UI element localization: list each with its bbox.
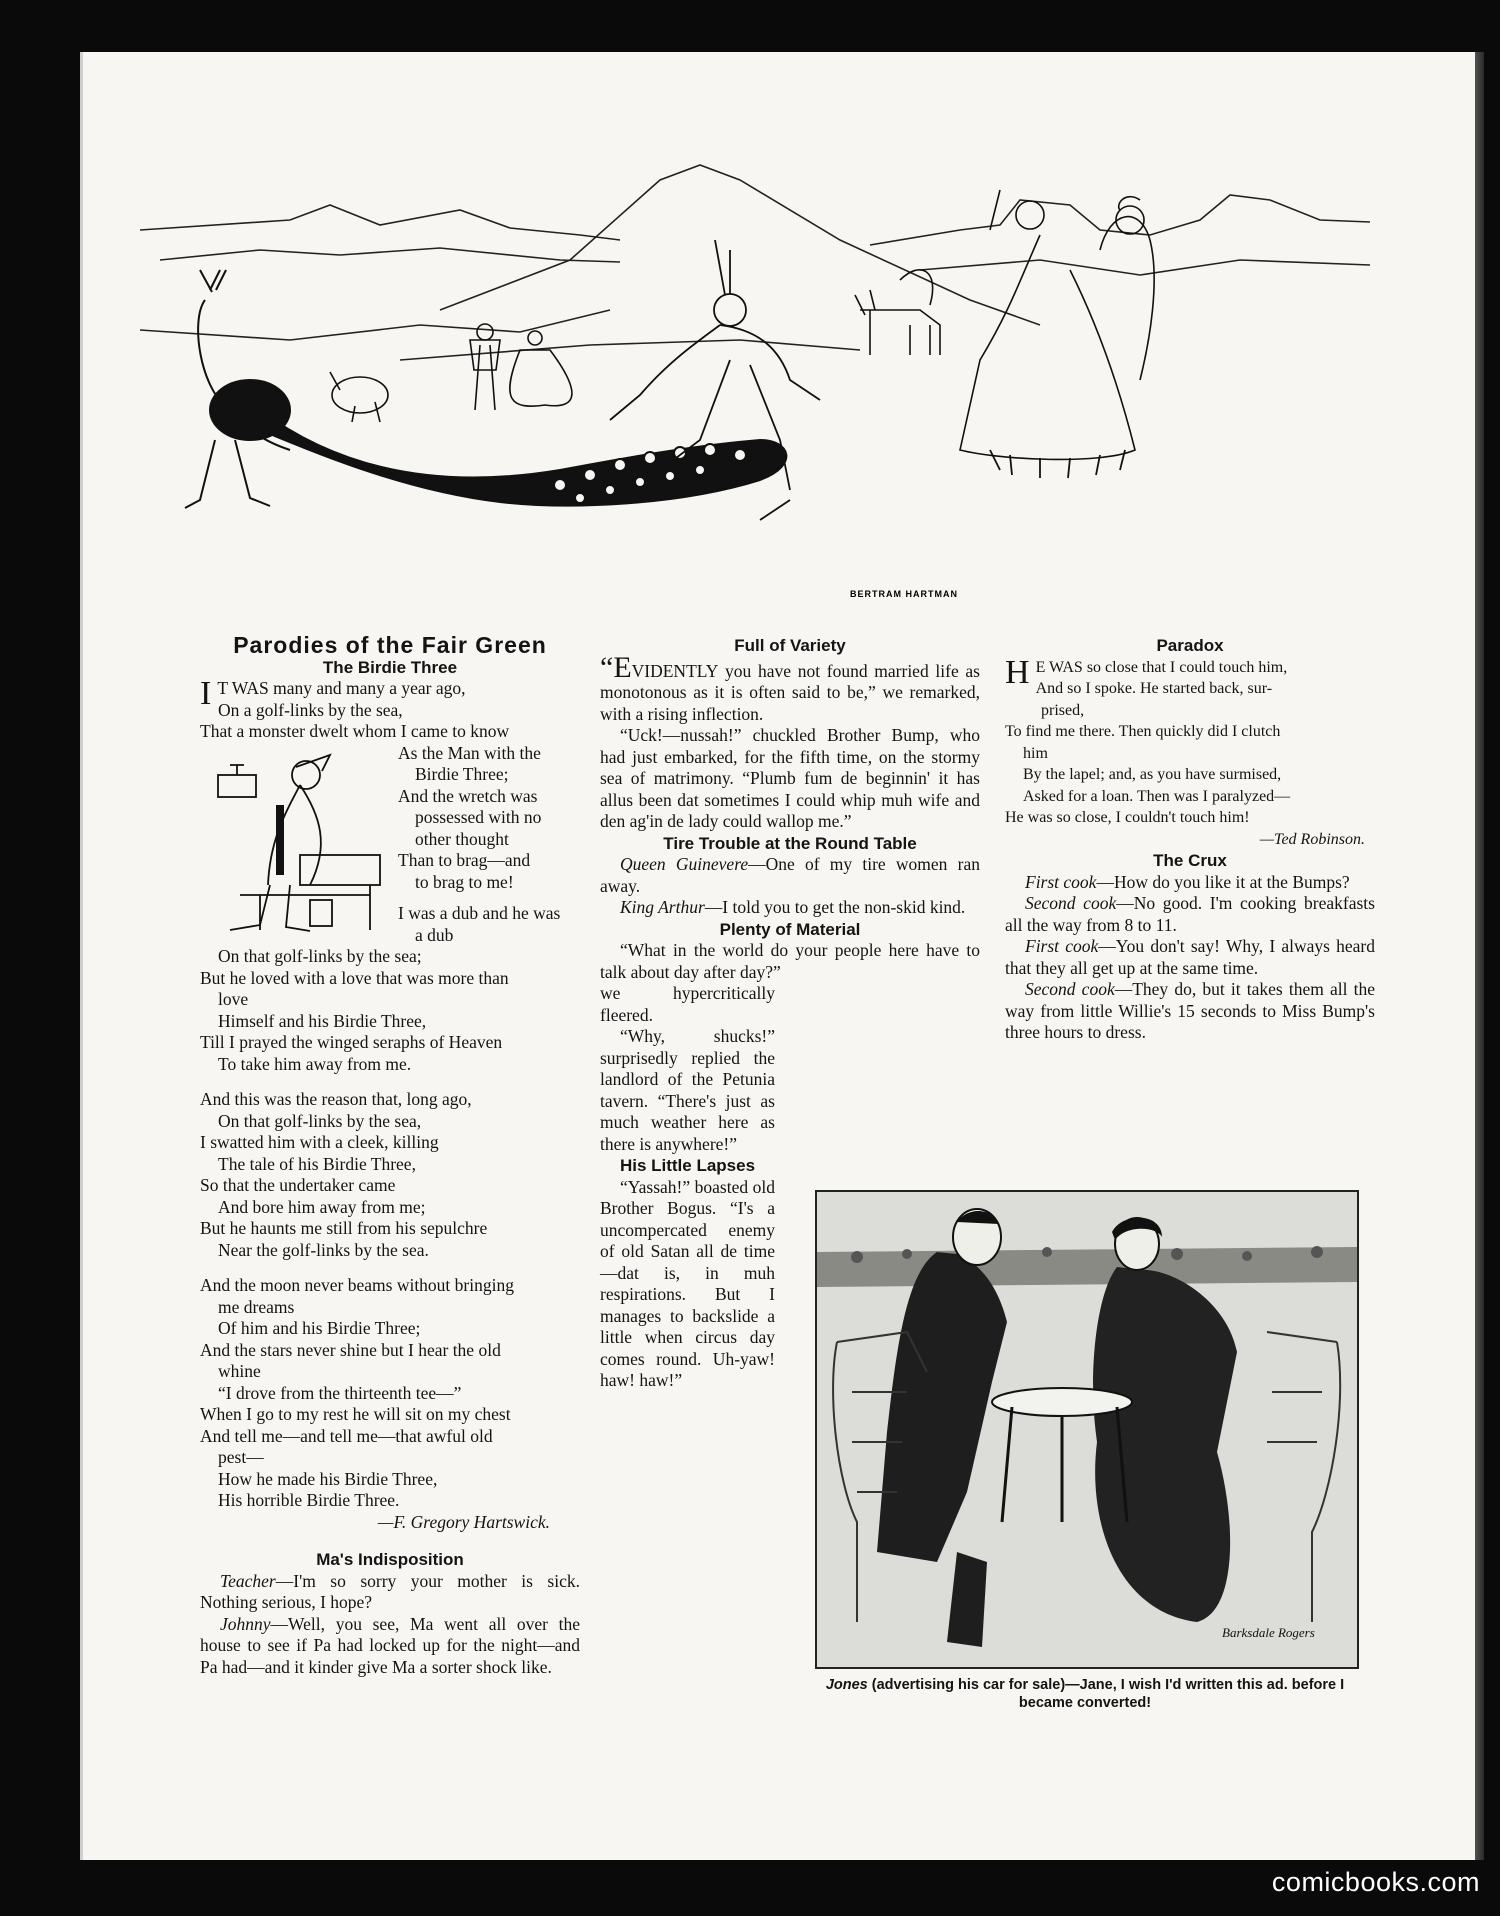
paradox-line-6: By the lapel; and, as you have surmised, <box>1023 766 1282 783</box>
section-title-tire: Tire Trouble at the Round Table <box>663 833 917 853</box>
variety-paragraph-1: “EVIDENTLY you have not found married life as monotonous as it is often said to be,” we remarked, with a rising inflection. <box>600 650 980 724</box>
poem-line-8: other thought <box>415 828 509 849</box>
stanza3-line-11: His horrible Birdie Three. <box>218 1490 400 1510</box>
section-title-crux: The Crux <box>1153 851 1227 870</box>
dropcap-i: I <box>200 675 212 712</box>
poem-line-7: possessed with no <box>415 807 542 827</box>
section-title-lapses: His Little Lapses <box>619 1156 756 1175</box>
variety-paragraph-2: “Uck!—nussah!” chuckled Brother Bump, who had just embarked, for the fifth time, on the stormy sea of matrimony. “Plumb fum de beginnin' it has allus been dat sometimes I could whip muh wife and den ag'in de lady could wallop me.” <box>600 725 980 831</box>
site-watermark: comicbooks.com <box>1271 1867 1480 1897</box>
plenty-paragraph-1: “What in the world do your people here have to talk about day after day?” <box>600 940 980 982</box>
ma-paragraph-2: Johnny—Well, you see, Ma went all over the house to see if Pa had locked up for the night—and Pa had—and it kinder give Ma a sorter shock like. <box>200 1613 580 1677</box>
poem-line-10: to brag to me! <box>415 871 514 892</box>
poem-line-13: On that golf-links by the sea; <box>218 946 422 966</box>
cartoon-artist-signature: Barksdale Rogers <box>1222 1625 1315 1640</box>
ma-paragraph-1: Teacher—I'm so sorry your mother is sick. Nothing serious, I hope? <box>200 1570 580 1612</box>
peacock <box>185 270 786 508</box>
golfer-caricature <box>200 745 390 935</box>
plenty-paragraph-2: “Why, shucks!” surprisedly replied the landlord of the Petunia tavern. “There's just as much weather here as there is anywhere!” <box>600 1026 775 1154</box>
stanza3-line-4: And the stars never shine but I hear the old <box>200 1339 501 1360</box>
poem-signature: —F. Gregory Hartswick. <box>377 1511 550 1532</box>
paradox-signature: —Ted Robinson. <box>1259 830 1365 848</box>
poem-line-15: love <box>218 989 249 1009</box>
stanza3-line-2: me dreams <box>218 1296 295 1317</box>
poem-stanza-2 <box>200 1089 580 1261</box>
stanza3-line-1: And the moon never beams without bringing <box>200 1275 514 1295</box>
stanza3-line-10: How he made his Birdie Three, <box>218 1468 438 1489</box>
cartoon-illustration <box>815 1190 1359 1669</box>
stanza3-line-6: “I drove from the thirteenth tee—” <box>218 1382 462 1403</box>
stanza3-line-9: pest— <box>218 1447 264 1467</box>
column-right <box>1005 635 1375 1044</box>
paradox-line-2: And so I spoke. He started back, sur- <box>1035 680 1273 697</box>
paradox-line-1: H E WAS so close that I could touch him, <box>1005 653 1288 691</box>
paradox-line-3: prised, <box>1041 701 1085 719</box>
poem-line-5: Birdie Three; <box>415 764 509 784</box>
poem-birdie-three <box>200 675 580 1533</box>
dropcap-h: H <box>1005 653 1030 691</box>
poem-stanza-3 <box>200 1275 580 1512</box>
stanza3-line-5: whine <box>218 1361 261 1381</box>
paradox-line-8: He was so close, I couldn't touch him! <box>1005 809 1250 826</box>
stanza2-line-4: The tale of his Birdie Three, <box>218 1153 416 1174</box>
header-illustration <box>140 110 1370 620</box>
poem-line-11: I was a dub and he was <box>398 903 561 923</box>
lapses-paragraph-1: “Yassah!” boasted old Brother Bogus. “I's a uncompercated enemy of old Satan all de time—dat is, in muh respirations. But I manages to backslide a little when circus day comes round. Uh-yaw! haw! haw!” <box>600 1176 775 1390</box>
stanza2-line-6: And bore him away from me; <box>218 1196 426 1217</box>
stanza3-line-3: Of him and his Birdie Three; <box>218 1318 421 1338</box>
poem-line-4: As the Man with the <box>398 742 541 763</box>
stanza2-line-2: On that golf-links by the sea, <box>218 1110 422 1131</box>
column-left <box>200 632 580 1678</box>
section-title-paradox: Paradox <box>1156 636 1224 655</box>
stanza3-line-7: When I go to my rest he will sit on my chest <box>200 1404 511 1424</box>
crux-paragraph-2: Second cook—No good. I'm cooking breakfasts all the way from 8 to 11. <box>1005 893 1375 935</box>
paradox-line-4: To find me there. Then quickly did I clutch <box>1005 723 1281 740</box>
poem-paradox <box>1005 653 1375 851</box>
crux-paragraph-1: First cook—How do you like it at the Bumps? <box>1025 871 1350 892</box>
illustration-signature: BERTRAM HARTMAN <box>850 589 958 599</box>
section-title-plenty: Plenty of Material <box>719 919 861 939</box>
poem-line-9: Than to brag—and <box>398 850 531 870</box>
cartoon-caption: Jones (advertising his car for sale)—Jane, I wish I'd written this ad. before I became converted! <box>825 1677 1345 1711</box>
tire-paragraph-2: King Arthur—I told you to get the non-skid kind. <box>620 897 966 917</box>
paradox-line-7: Asked for a loan. Then was I paralyzed— <box>1023 787 1291 805</box>
section-title-variety: Full of Variety <box>734 636 846 655</box>
stanza2-line-8: Near the golf-links by the sea. <box>218 1239 429 1260</box>
stanza2-line-7: But he haunts me still from his sepulchre <box>200 1218 488 1238</box>
poem-line-16: Himself and his Birdie Three, <box>218 1010 427 1031</box>
poem-title: The Birdie Three <box>322 657 458 677</box>
poem-line-18: To take him away from me. <box>218 1053 412 1074</box>
poem-line-12: a dub <box>415 924 454 945</box>
poem-line-1: I T WAS many and many a year ago, <box>200 675 466 712</box>
crux-paragraph-4: Second cook—They do, but it takes them all the way from little Willie's 15 seconds to Miss Bump's three hours to dress. <box>1005 979 1375 1042</box>
crux-paragraph-3: First cook—You don't say! Why, I always heard that they all get up at the same time. <box>1005 936 1376 978</box>
poem-line-14: But he loved with a love that was more than <box>200 967 509 988</box>
tire-paragraph-1: Queen Guinevere—One of my tire women ran away. <box>600 854 980 896</box>
poem-line-2: On a golf-links by the sea, <box>218 699 403 720</box>
poem-line-17: Till I prayed the winged seraphs of Heaven <box>200 1032 503 1052</box>
paradox-line-5: him <box>1023 744 1048 762</box>
plenty-paragraph-1b: we hypercritically fleered. <box>600 983 775 1025</box>
stanza2-line-1: And this was the reason that, long ago, <box>200 1089 472 1109</box>
stanza3-line-8: And tell me—and tell me—that awful old <box>200 1425 493 1446</box>
poem-line-6: And the wretch was <box>398 785 538 806</box>
stanza2-line-3: I swatted him with a cleek, killing <box>200 1132 439 1152</box>
stanza2-line-5: So that the undertaker came <box>200 1175 396 1195</box>
page-title: Parodies of the Fair Green <box>233 632 547 658</box>
poem-line-3: That a monster dwelt whom I came to know <box>200 721 510 741</box>
section-title-ma: Ma's Indisposition <box>316 1550 464 1569</box>
